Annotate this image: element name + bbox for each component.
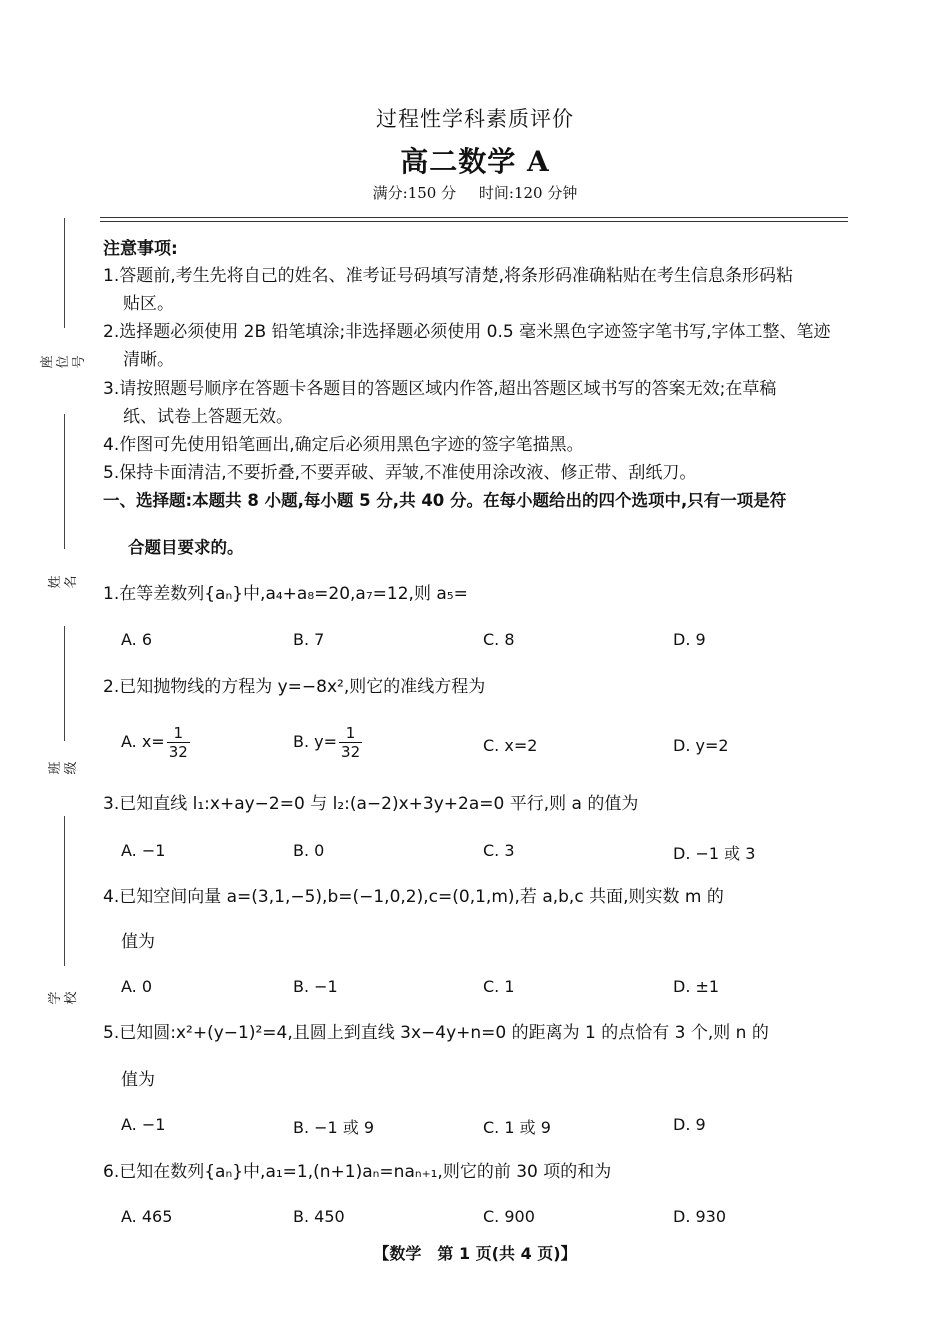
seat-label: 座位号 — [52, 338, 76, 388]
option-a: A. −1 — [121, 1115, 166, 1134]
option-a: A. 465 — [121, 1207, 173, 1226]
option-d: D. 9 — [673, 630, 706, 649]
option-c: C. 8 — [483, 630, 515, 649]
question-stem: 6.已知在数列{aₙ}中,a₁=1,(n+1)aₙ=naₙ₊₁,则它的前 30 项的和为 — [103, 1162, 612, 1182]
option-b: B. 0 — [293, 841, 325, 860]
class-label: 班级 — [52, 752, 76, 788]
option-a: A. −1 — [121, 841, 166, 860]
option-c: C. 3 — [483, 841, 515, 860]
option-c: C. 1 或 9 — [483, 1118, 551, 1137]
full-score: 满分:150 分 — [372, 184, 457, 202]
option-d: D. y=2 — [673, 736, 729, 755]
section-heading-cont: 合题目要求的。 — [128, 538, 244, 557]
question-stem: 3.已知直线 l₁:x+ay−2=0 与 l₂:(a−2)x+3y+2a=0 平行,则 a 的值为 — [103, 794, 639, 814]
school-label: 学校 — [52, 982, 76, 1018]
option-c: C. 1 — [483, 977, 515, 996]
binding-line — [64, 816, 65, 966]
option-b: B. −1 — [293, 977, 338, 996]
option-b: B. y= $\frac{1}{32}$ — [293, 724, 361, 761]
option-d: D. ±1 — [673, 977, 720, 996]
notice-item: 贴区。 — [123, 294, 174, 314]
header-divider-bottom — [100, 221, 848, 222]
fraction: $\frac{1}{32}$ — [341, 724, 361, 761]
notice-item: 1.答题前,考生先将自己的姓名、准考证号码填写清楚,将条形码准确粘贴在考生信息条形码粘 — [103, 266, 794, 286]
exam-meta — [0, 182, 950, 203]
page-footer: 【数学 第 1 页(共 4 页)】 — [373, 1244, 577, 1263]
question-stem-cont: 值为 — [121, 1070, 155, 1090]
option-b: B. 7 — [293, 630, 325, 649]
binding-line — [64, 626, 65, 741]
notice-item: 4.作图可先使用铅笔画出,确定后必须用黑色字迹的签字笔描黑。 — [103, 435, 584, 455]
question-stem-cont: 值为 — [121, 932, 155, 952]
header-divider-top — [100, 217, 848, 218]
option-a: A. 0 — [121, 977, 153, 996]
notice-item: 3.请按照题号顺序在答题卡各题目的答题区域内作答,超出答题区域书写的答案无效;在草稿 — [103, 379, 777, 399]
notice-item: 清晰。 — [123, 350, 174, 370]
name-label: 姓名 — [52, 566, 76, 602]
section-heading: 一、选择题:本题共 8 小题,每小题 5 分,共 40 分。在每小题给出的四个选项中,只有一项是符 — [103, 491, 787, 510]
notice-item: 纸、试卷上答题无效。 — [123, 407, 293, 427]
notice-heading: 注意事项: — [103, 239, 178, 259]
notice-item: 5.保持卡面清洁,不要折叠,不要弄破、弄皱,不准使用涂改液、修正带、刮纸刀。 — [103, 463, 697, 483]
option-a: A. x= $\frac{1}{32}$ — [121, 724, 188, 761]
option-c: C. x=2 — [483, 736, 538, 755]
exam-subtitle: 过程性学科素质评价 — [376, 107, 574, 131]
option-d: D. 9 — [673, 1115, 706, 1134]
notice-item: 2.选择题必须使用 2B 铅笔填涂;非选择题必须使用 0.5 毫米黑色字迹签字笔书写,字体工整、笔迹 — [103, 322, 831, 342]
option-d: D. −1 或 3 — [673, 844, 756, 863]
question-stem: 4.已知空间向量 a=(3,1,−5),b=(−1,0,2),c=(0,1,m),若 a,b,c 共面,则实数 m 的 — [103, 887, 724, 907]
question-stem: 1.在等差数列{aₙ}中,a₄+a₈=20,a₇=12,则 a₅= — [103, 584, 468, 604]
binding-line — [64, 414, 65, 549]
option-c: C. 900 — [483, 1207, 535, 1226]
fraction: $\frac{1}{32}$ — [168, 724, 188, 761]
exam-title: 高二数学 A — [400, 145, 550, 178]
option-b: B. 450 — [293, 1207, 345, 1226]
question-stem: 5.已知圆:x²+(y−1)²=4,且圆上到直线 3x−4y+n=0 的距离为 1 的点恰有 3 个,则 n 的 — [103, 1023, 769, 1043]
option-a: A. 6 — [121, 630, 153, 649]
question-stem: 2.已知抛物线的方程为 y=−8x²,则它的准线方程为 — [103, 677, 486, 697]
binding-line — [64, 218, 65, 328]
option-b: B. −1 或 9 — [293, 1118, 375, 1137]
exam-time: 时间:120 分钟 — [478, 184, 578, 202]
option-d: D. 930 — [673, 1207, 727, 1226]
